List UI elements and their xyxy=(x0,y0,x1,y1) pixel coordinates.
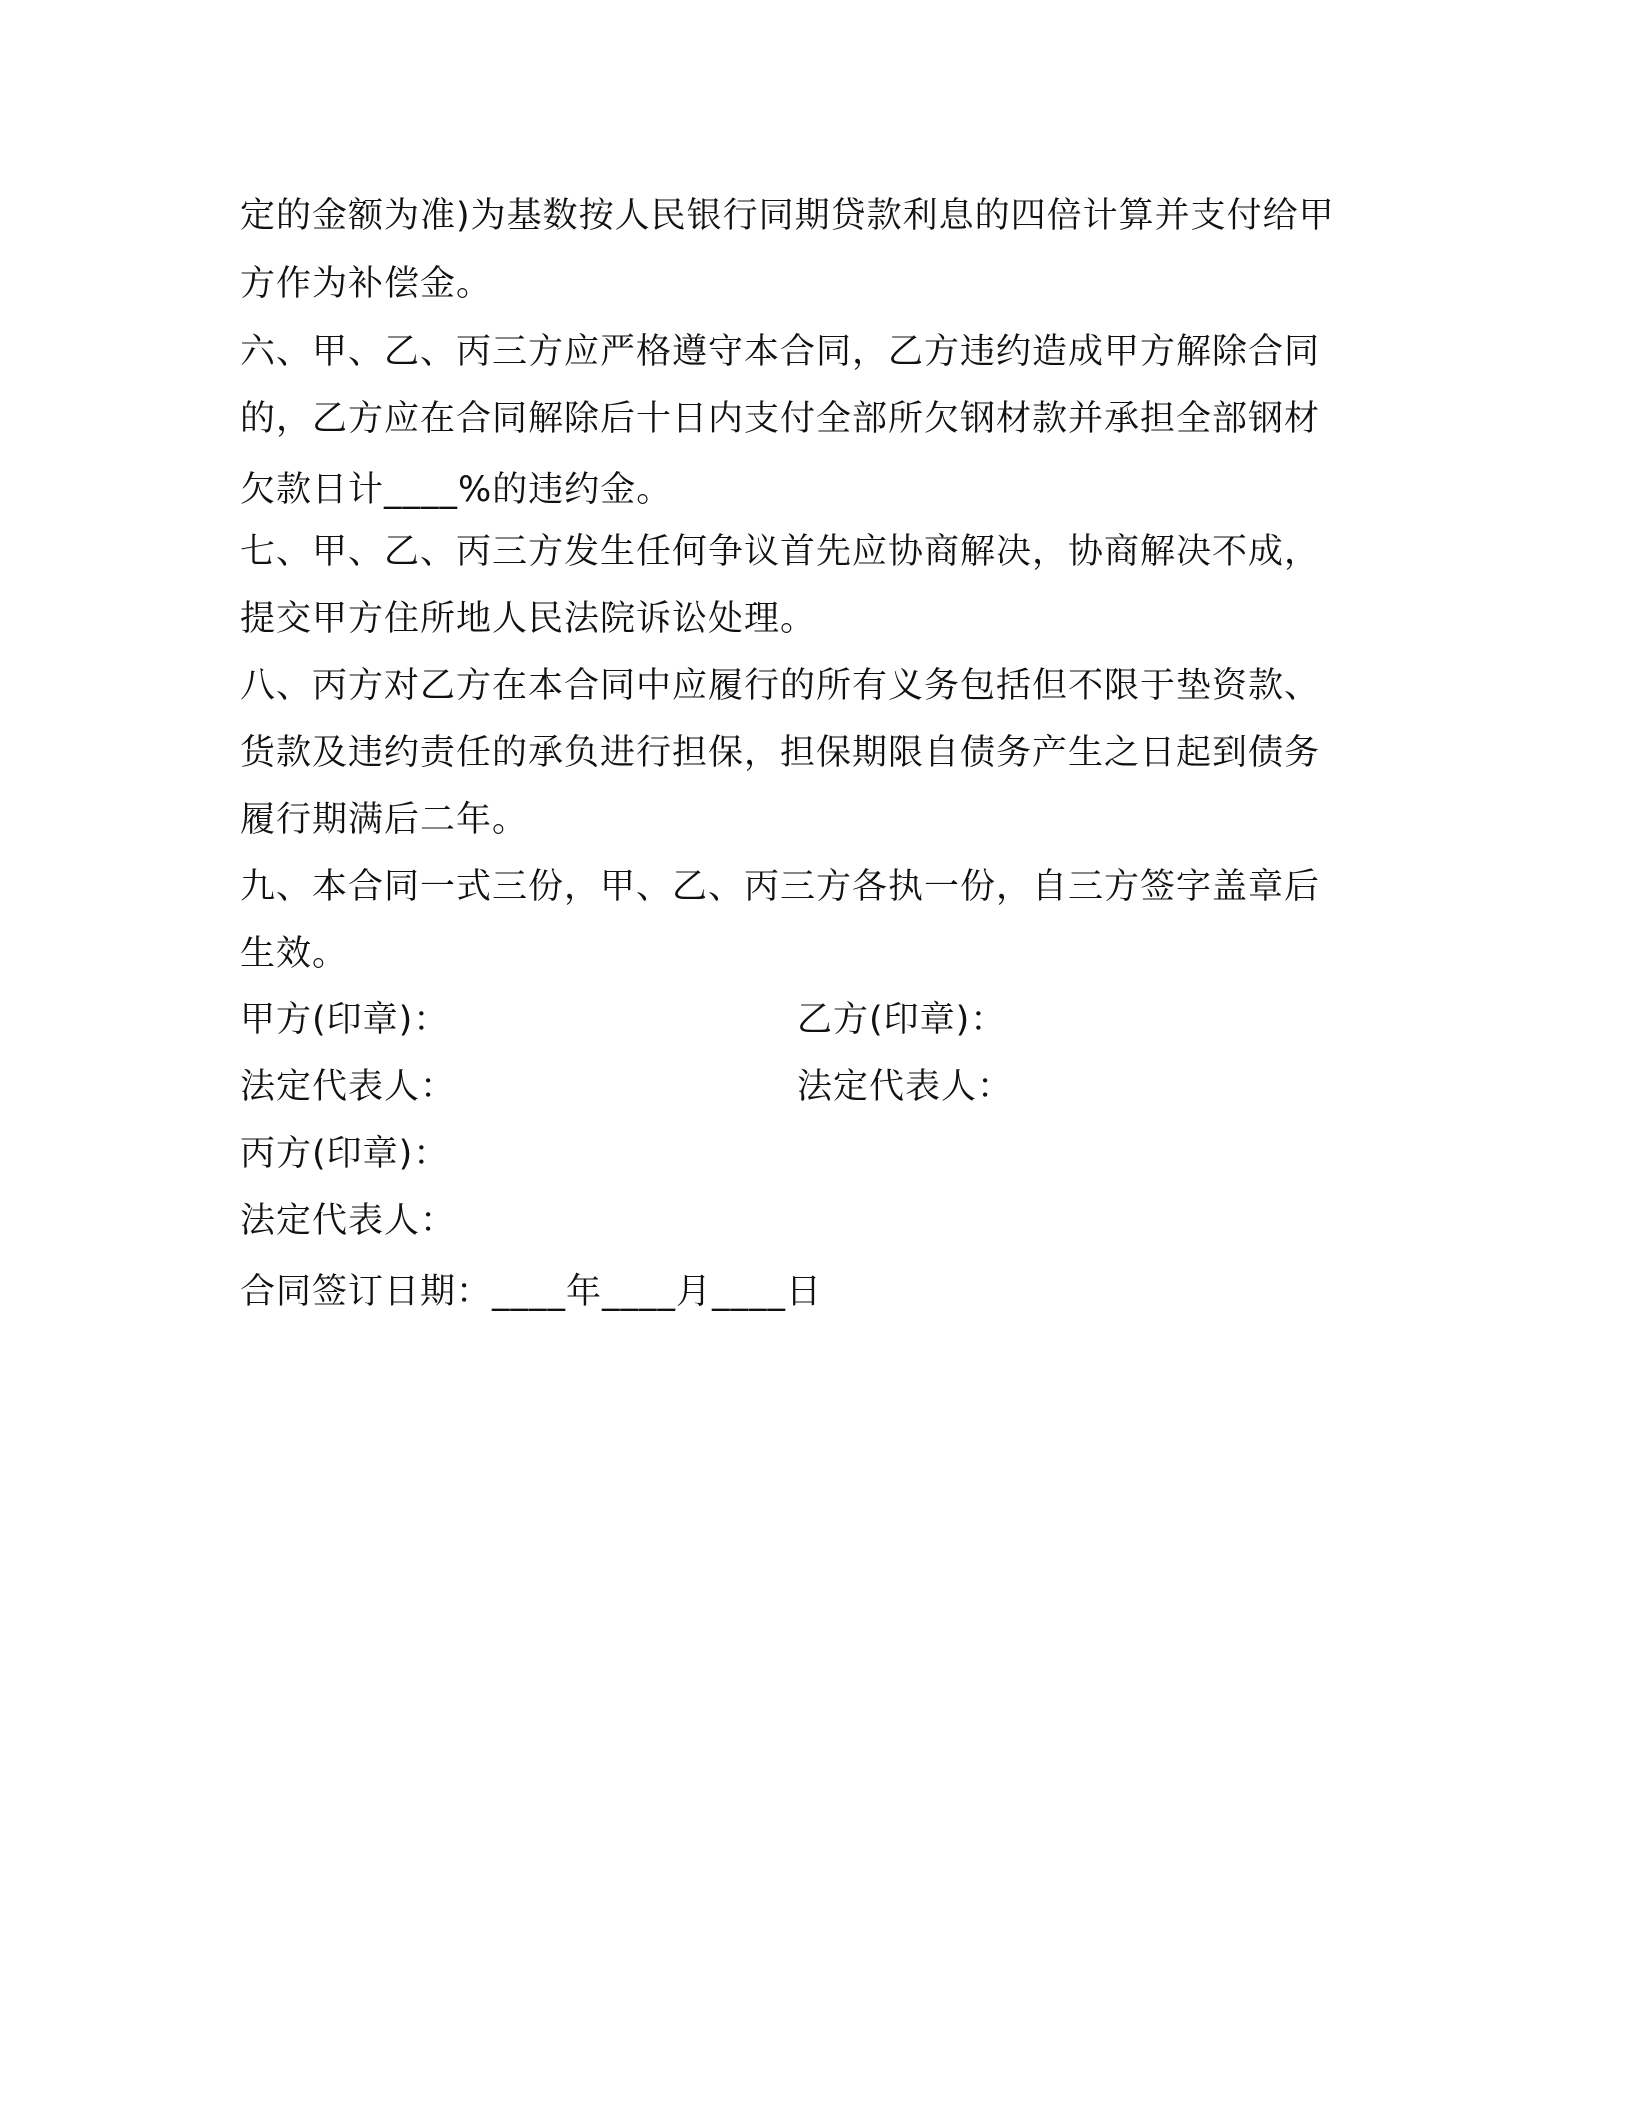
clause-7-line: 七、甲、乙、丙三方发生任何争议首先应协商解决，协商解决不成， xyxy=(240,532,1321,572)
party-a-seal-label: 甲方(印章)： xyxy=(240,1000,450,1040)
clause-6-line: 六、甲、乙、丙三方应严格遵守本合同，乙方违约造成甲方解除合同 xyxy=(240,332,1321,372)
clause-6-line: 的，乙方应在合同解除后十日内支付全部所欠钢材款并承担全部钢材 xyxy=(240,399,1321,439)
sign-date-line: 合同签订日期：____年____月____日 xyxy=(240,1272,823,1312)
clause-7-line: 提交甲方住所地人民法院诉讼处理。 xyxy=(240,599,817,639)
clause-8-line: 履行期满后二年。 xyxy=(240,800,529,840)
clause-8-line: 货款及违约责任的承负进行担保，担保期限自债务产生之日起到债务 xyxy=(240,733,1321,773)
clause-9-line: 生效。 xyxy=(240,934,349,974)
clause-9-line: 九、本合同一式三份，甲、乙、丙三方各执一份，自三方签字盖章后 xyxy=(240,867,1321,907)
party-a-representative-label: 法定代表人： xyxy=(240,1067,457,1107)
paragraph-line: 定的金额为准)为基数按人民银行同期贷款利息的四倍计算并支付给甲 xyxy=(240,196,1335,236)
party-c-representative-label: 法定代表人： xyxy=(240,1201,457,1241)
clause-6-line: 欠款日计____%的违约金。 xyxy=(240,470,673,510)
clause-8-line: 八、丙方对乙方在本合同中应履行的所有义务包括但不限于垫资款、 xyxy=(240,666,1321,706)
party-b-representative-label: 法定代表人： xyxy=(797,1067,1014,1107)
party-b-seal-label: 乙方(印章)： xyxy=(797,1000,1007,1040)
party-c-seal-label: 丙方(印章)： xyxy=(240,1134,450,1174)
paragraph-line: 方作为补偿金。 xyxy=(240,264,493,304)
